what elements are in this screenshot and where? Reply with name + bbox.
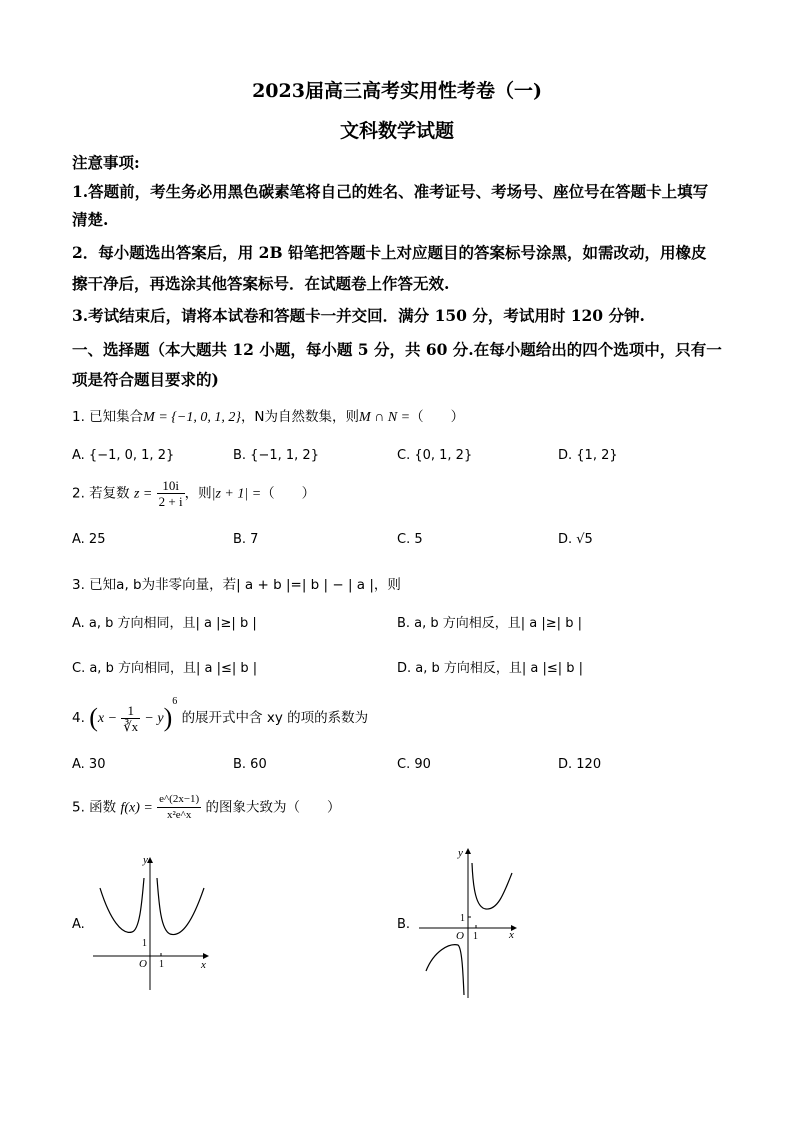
q4-option-b: B. 60 [233, 757, 267, 772]
graph-a-x-one: 1 [159, 959, 164, 970]
graph-a-right-branch [157, 878, 204, 935]
q5-graph-b [414, 843, 524, 1003]
notice-item-1-cont: 清楚. [72, 210, 109, 229]
q1-option-b: B. {−1, 1, 2} [233, 448, 319, 463]
q4-denominator: ∛x [123, 718, 139, 734]
q5-graph-a [88, 850, 218, 995]
q1-set: M = {−1, 0, 1, 2} [143, 410, 241, 425]
q2-mid: ，则 [184, 485, 212, 502]
exam-title: 2023届高三高考实用性考卷（一) [252, 80, 542, 102]
notice-item-2-cont: 擦干净后，再选涂其他答案标号．在试题卷上作答无效. [72, 274, 450, 293]
q3-option-d: D. a, b 方向相反，且| a |≤| b | [397, 661, 584, 676]
q2-lhs: z = [133, 486, 153, 502]
q2-numerator: 10i [157, 478, 185, 494]
q4-x: x − [97, 711, 118, 726]
notice-item-1: 1.答题前，考生务必用黑色碳素笔将自己的姓名、准考证号、考场号、座位号在答题卡上填写 [72, 182, 709, 201]
q2-suffix: （ ） [261, 485, 316, 502]
q3-option-c: C. a, b 方向相同，且| a |≤| b | [72, 661, 258, 676]
section-heading: 一、选择题（本大题共 12 小题，每小题 5 分，共 60 分.在每小题给出的四个选项中，只有一 [72, 340, 722, 359]
q5-numerator: e^(2x−1) [157, 792, 201, 808]
q4-option-c: C. 90 [397, 757, 431, 772]
graph-b-origin-label: O [456, 930, 464, 942]
q1-option-d: D. {1, 2} [558, 448, 618, 463]
notice-heading: 注意事项: [72, 153, 140, 172]
q2-fraction [157, 478, 185, 509]
q4-numerator: 1 [121, 703, 140, 719]
graph-b-x-label: x [509, 929, 514, 941]
q1-expr: M ∩ N = [359, 410, 411, 425]
exam-subtitle: 文科数学试题 [339, 120, 454, 142]
q1-mid: ，N为自然数集，则 [240, 409, 360, 425]
q2-option-c: C. 5 [397, 532, 423, 547]
graph-a-y-label: y [143, 854, 148, 866]
q5-prefix: 5. 函数 [72, 799, 117, 816]
notice-item-2: 2．每小题选出答案后，用 2B 铅笔把答题卡上对应题目的答案标号涂黑，如需改动，用橡皮 [72, 243, 707, 262]
q5-suffix: 的图象大致为（ ） [205, 799, 341, 816]
q5-fraction [157, 792, 201, 823]
section-heading-cont: 项是符合题目要求的) [72, 370, 219, 389]
graph-a-origin-label: O [139, 958, 147, 970]
graph-b-x-one: 1 [473, 931, 478, 942]
q4-option-a: A. 30 [72, 757, 106, 772]
q3-option-a: A. a, b 方向相同，且| a |≥| b | [72, 616, 257, 631]
q4-fraction [121, 703, 140, 734]
q2-expr: |z + 1| = [211, 486, 262, 502]
graph-b-y-one: 1 [460, 913, 465, 924]
q1-suffix: （ ） [410, 409, 465, 425]
question-2 [72, 478, 315, 509]
q4-tail: − y [144, 711, 164, 726]
q4-right-paren: ) [163, 703, 173, 732]
q5-lhs: f(x) = [120, 800, 153, 816]
q1-prefix: 1. 已知集合 [72, 409, 144, 425]
q4-left-paren: ( [89, 703, 98, 732]
q2-option-a: A. 25 [72, 532, 106, 547]
question-1 [72, 405, 464, 426]
q5-option-b-label: B. [397, 917, 411, 932]
graph-b-y-label: y [458, 847, 463, 859]
q4-exponent: 6 [172, 696, 178, 707]
q4-suffix: 的展开式中含 xy 的项的系数为 [181, 710, 369, 726]
q2-option-d: D. √5 [558, 532, 593, 547]
q3-option-b: B. a, b 方向相反，且| a |≥| b | [397, 616, 582, 631]
q2-denominator: 2 + i [158, 494, 183, 509]
graph-a-x-label: x [201, 959, 206, 971]
q2-prefix: 2. 若复数 [72, 485, 130, 502]
graph-a-y-one: 1 [142, 938, 147, 949]
q5-option-a-label: A. [72, 917, 85, 932]
q4-prefix: 4. [72, 710, 85, 726]
question-3: 3. 已知a, b为非零向量，若| a + b |=| b | − | a |，则 [72, 577, 401, 593]
q1-option-a: A. {−1, 0, 1, 2} [72, 448, 175, 463]
q4-option-d: D. 120 [558, 757, 602, 772]
q1-option-c: C. {0, 1, 2} [397, 448, 473, 463]
question-5 [72, 792, 341, 823]
q2-option-b: B. 7 [233, 532, 259, 547]
graph-b-left-branch [426, 945, 464, 995]
q5-denominator: x²e^x [167, 809, 192, 821]
graph-b-right-branch [472, 863, 512, 909]
notice-item-3: 3.考试结束后，请将本试卷和答题卡一并交回．满分 150 分，考试用时 120 分钟. [72, 306, 645, 325]
graph-a-left-branch [100, 878, 144, 932]
question-4 [72, 696, 368, 734]
